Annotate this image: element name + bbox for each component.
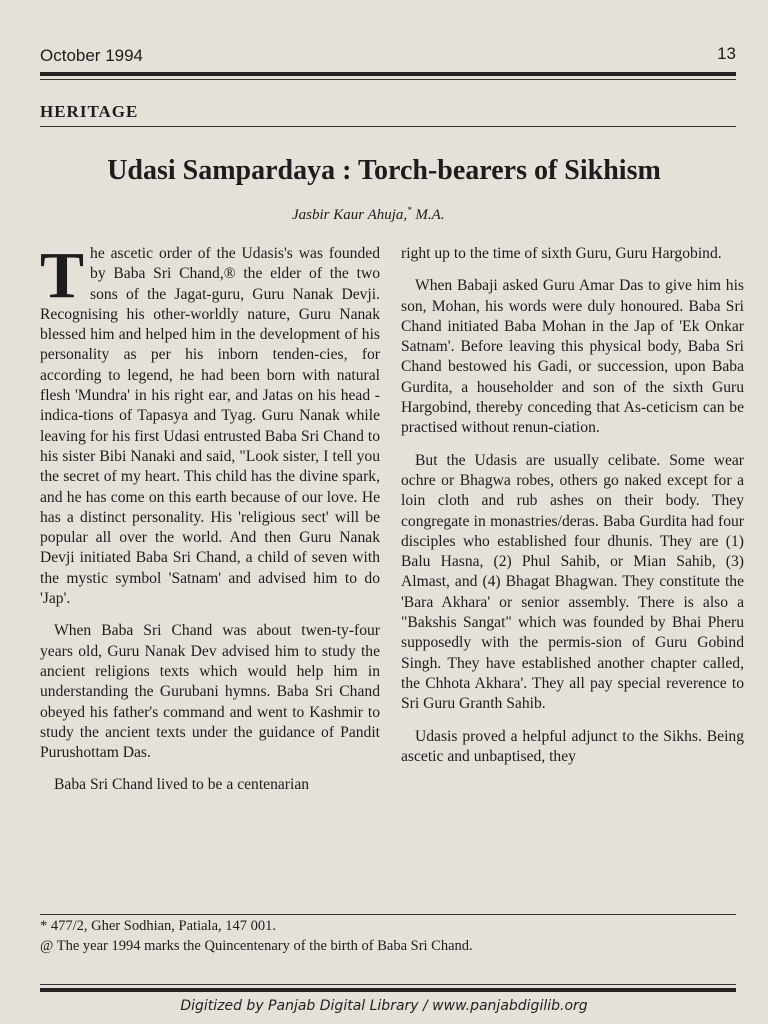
issue-date: October 1994 [40, 46, 144, 65]
paragraph: Baba Sri Chand lived to be a centenarian [54, 776, 310, 794]
section-label: HERITAGE [40, 102, 139, 121]
paragraph [40, 244, 380, 609]
section-rule [40, 126, 736, 127]
paragraph: When Baba Sri Chand was about twen-ty-four years old, Guru Nanak Dev advised him to study the ancient religions texts which would help him in understanding the Gurubani hymns. Baba Sri Chand obeyed his father's command and went to Kashmir to study the ancient texts under the guidance of Pandit Purushottam Das. [40, 622, 380, 762]
author-line [292, 205, 445, 224]
footnote-address: * 477/2, Gher Sodhian, Patiala, 147 001. [40, 918, 277, 934]
paragraph-text: he ascetic order of the Udasis's was founded by Baba Sri Chand,® the elder of the two sons of the Jagat-guru, Guru Nanak Devji. Recognising his other-worldly nature, Guru Nanak blessed him and helped him in the development of his personality as per his inborn tenden-cies, for according to legend, he had been born with natural flesh 'Mundra' in his right ear, and Jatas on his head - indica-tions of Tapasya and Tyag. Guru Nanak while leaving for his first Udasi entrusted Baba Sri Chand to his sister Bibi Nanaki and said, "Look sister, I tell you the secret of my heart. This child has the divine spark, and he has come on this earth because of our love. He has a distinct personality. His 'religious sect' will be popular all over the world. And then Guru Nanak Devji initiated Baba Sri Chand, a child of seven with the mystic symbol 'Satnam' and advised him to do 'Jap'. [40, 245, 380, 608]
article-title: Udasi Sampardaya : Torch-bearers of Sikhism [107, 155, 661, 186]
left-column [40, 244, 380, 808]
drop-cap: T [40, 244, 85, 312]
footer-rule-thick [40, 988, 736, 992]
paragraph: But the Udasis are usually celibate. Some wear ochre or Bhagwa robes, others go naked except for a loin cloth and rub ashes on their body. They congregate in monastries/deras. Baba Gurdita had four disciples who established four dhunis. They are (1) Balu Hasna, (2) Phul Sahib, or Mian Sahib, (3) Almast, and (4) Bhagat Bhagwan. They constitute the 'Bara Akhara' or senior assembly. There is also a "Bakshis Sangat" which was founded by Bhai Pheru supposedly with the permis-sion of Guru Gobind Singh. They have established another chapter called, the Chhota Akhara'. They all pay special reverence to Sri Guru Granth Sahib. [401, 451, 744, 713]
footnote-quincentenary: @ The year 1994 marks the Quincentenary of the birth of Baba Sri Chand. [40, 938, 473, 954]
author-degree: M.A. [411, 207, 445, 223]
paragraph: Udasis proved a helpful adjunct to the Sikhs. Being ascetic and unbaptised, they [401, 727, 744, 765]
digitization-credit: Digitized by Panjab Digital Library / www.panjabdigilib.org [180, 998, 588, 1014]
header-rule-thick [40, 72, 736, 76]
header-rule-thin [40, 79, 736, 80]
author-footnote-mark: * [407, 205, 412, 215]
footer-rule-thin [40, 984, 736, 985]
paragraph: When Babaji asked Guru Amar Das to give him his son, Mohan, his words were duly honoured. Baba Sri Chand initiated Baba Mohan in the Jap of 'Ek Onkar Satnam'. Before leaving this physical body, Baba Sri Chand bestowed his Gadi, or succession, upon Baba Gurdita, a householder and son of the sixth Guru Hargobind, thereby conceding that As-ceticism can be practised without renun-ciation. [401, 277, 744, 437]
footnote-rule [40, 914, 736, 915]
page-number: 13 [717, 44, 736, 63]
paragraph: right up to the time of sixth Guru, Guru Hargobind. [401, 245, 722, 262]
author-name: Jasbir Kaur Ahuja, [292, 207, 408, 223]
right-column [401, 244, 744, 779]
